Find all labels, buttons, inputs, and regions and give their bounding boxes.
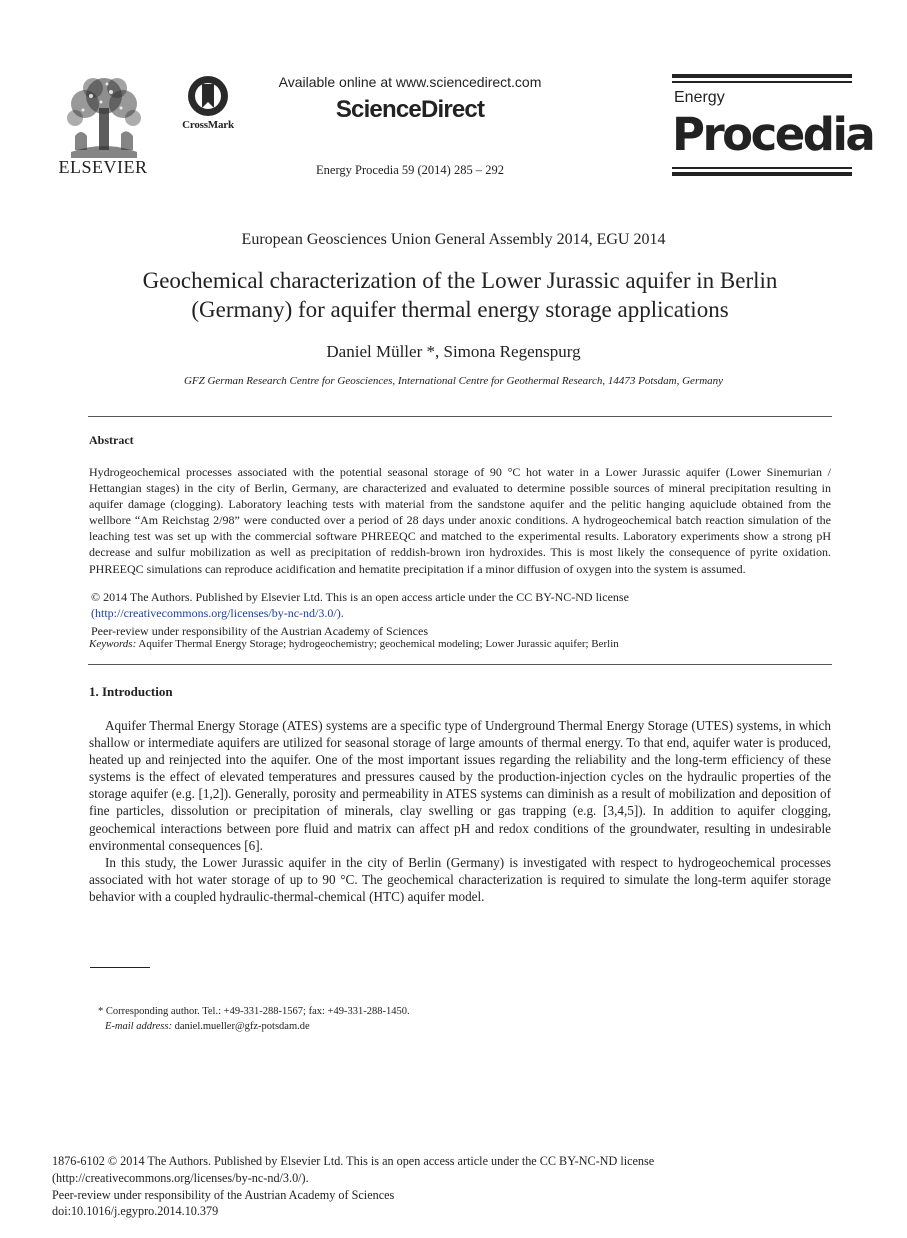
crossmark-label: CrossMark [182,119,234,131]
crossmark-badge[interactable] [176,74,240,134]
logo-bar-top [672,74,852,78]
energy-procedia-logo [672,74,874,178]
logo-bar-bottom [672,172,852,176]
elsevier-tree-logo-icon [61,74,147,158]
abstract-copyright: © 2014 The Authors. Published by Elsevier Ltd. This is an open access article under the CC BY-NC-ND license [91,590,629,604]
abstract-license-line [91,606,344,621]
title-line-1: Geochemical characterization of the Lower Jurassic aquifer in Berlin [142,268,778,293]
logo-bar-bottom-thin [672,167,852,169]
author-affiliation: GFZ German Research Centre for Geosciences, International Centre for Geothermal Research, 14473 Potsdam, Germany [183,375,724,387]
footer-peer-review: Peer-review under responsibility of the Austrian Academy of Sciences [52,1188,395,1202]
article-title [80,266,840,324]
abstract-bottom-rule [88,664,832,665]
keywords-label: Keywords: [89,638,137,650]
abstract-heading: Abstract [89,433,134,447]
corresponding-author-note: * Corresponding author. Tel.: +49-331-288-1567; fax: +49-331-288-1450. [98,1006,410,1017]
abstract-peer-review: Peer-review under responsibility of the Austrian Academy of Sciences [91,624,428,638]
email-note [105,1021,310,1032]
footer-doi[interactable]: doi:10.1016/j.egypro.2014.10.379 [52,1204,219,1218]
abstract-body: Hydrogeochemical processes associated with the potential seasonal storage of 90 °C hot water in a Lower Jurassic aquifer (Lower Sinemurian / Hettangian stages) in the city of Berlin, Germany, are characterized and evaluated to determine possible sources of mineral precipitation resulting in aquifer damage (clogging). Laboratory leaching tests with material from the sandstone aquifer and the pelitic hanging aquiclude obtained from the wellbore “Am Reichstag 2/98” were conducted over a period of 28 days under anoxic conditions. A hydrogeochemical batch reaction simulation of the leaching test was set up with the commercial software PHREEQC and matched to the experimental results. Laboratory experiments show a strong pH decrease and sulfur mobilization as well as precipitation of reddish-brown iron hydroxides. This is most likely the consequence of pyrite oxidation. PHREEQC simulations can reproduce acidification and hematite precipitation if a minor diffusion of oxygen into the system is assumed. [89,465,831,576]
abstract-top-rule [88,416,832,417]
available-online-text: Available online at www.sciencedirect.com [278,74,542,90]
logo-bar-top-thin [672,81,852,83]
keywords-list: Aquifer Thermal Energy Storage; hydrogeochemistry; geochemical modeling; Lower Jurassic aquifer; Berlin [136,638,619,650]
elsevier-logo [55,74,151,178]
email-label: E-mail address: [105,1021,172,1032]
license-link[interactable]: (http://creativecommons.org/licenses/by-nc-nd/3.0/). [91,606,344,620]
footer-issn-license: 1876-6102 © 2014 The Authors. Published by Elsevier Ltd. This is an open access article under the CC BY-NC-ND license [52,1154,655,1168]
journal-brand-top: Energy [674,89,725,106]
conference-name: European Geosciences Union General Assembly 2014, EGU 2014 [241,231,666,248]
introduction-paragraph-2: In this study, the Lower Jurassic aquifer in the city of Berlin (Germany) is investigated with respect to hydrogeochemical processes associated with hot water storage of up to 90 °C. The geochemical characterization is required to simulate the long-term aquifer storage behavior with a coupled hydraulic-thermal-chemical (HTC) aquifer model. [89,854,831,904]
sciencedirect-wordmark: ScienceDirect [335,96,485,123]
journal-brand-main: Procedia [672,108,874,161]
email-address[interactable]: daniel.mueller@gfz-potsdam.de [171,1021,310,1032]
footer-license-link[interactable]: (http://creativecommons.org/licenses/by-nc-nd/3.0/). [52,1171,309,1185]
crossmark-icon [186,74,230,118]
footnote-rule [90,967,150,968]
introduction-body [89,717,831,905]
author-list: Daniel Müller *, Simona Regenspurg [326,342,581,361]
publisher-name: ELSEVIER [58,157,148,177]
introduction-paragraph-1: Aquifer Thermal Energy Storage (ATES) systems are a specific type of Underground Thermal Energy Storage (UTES) systems, in which shallow or intermediate aquifers are utilized for seasonal storage of large amounts of thermal energy. To that end, aquifer water is produced, heated up and reinjected into the aquifer. One of the most important issues regarding the reliability and the long-term efficiency of these systems is the effect of elevated temperatures and pressures caused by the production-injection cycles on the hydraulic properties of the storage aquifer (e.g. [1,2]). Generally, porosity and permeability in ATES systems can diminish as a result of mobilization and deposition of fine particles, dissolution or precipitation of minerals, clay swelling or gas trapping (e.g. [3,4,5]). In addition to aquifer clogging, geochemical interactions between pore fluid and matrix can affect pH and redox conditions of the groundwater, resulting in undesirable environmental consequences [6]. [89,718,831,853]
keywords-line [89,638,619,650]
introduction-heading: 1. Introduction [89,684,173,699]
title-line-2: (Germany) for aquifer thermal energy storage applications [191,297,729,322]
journal-reference: Energy Procedia 59 (2014) 285 – 292 [316,163,504,177]
